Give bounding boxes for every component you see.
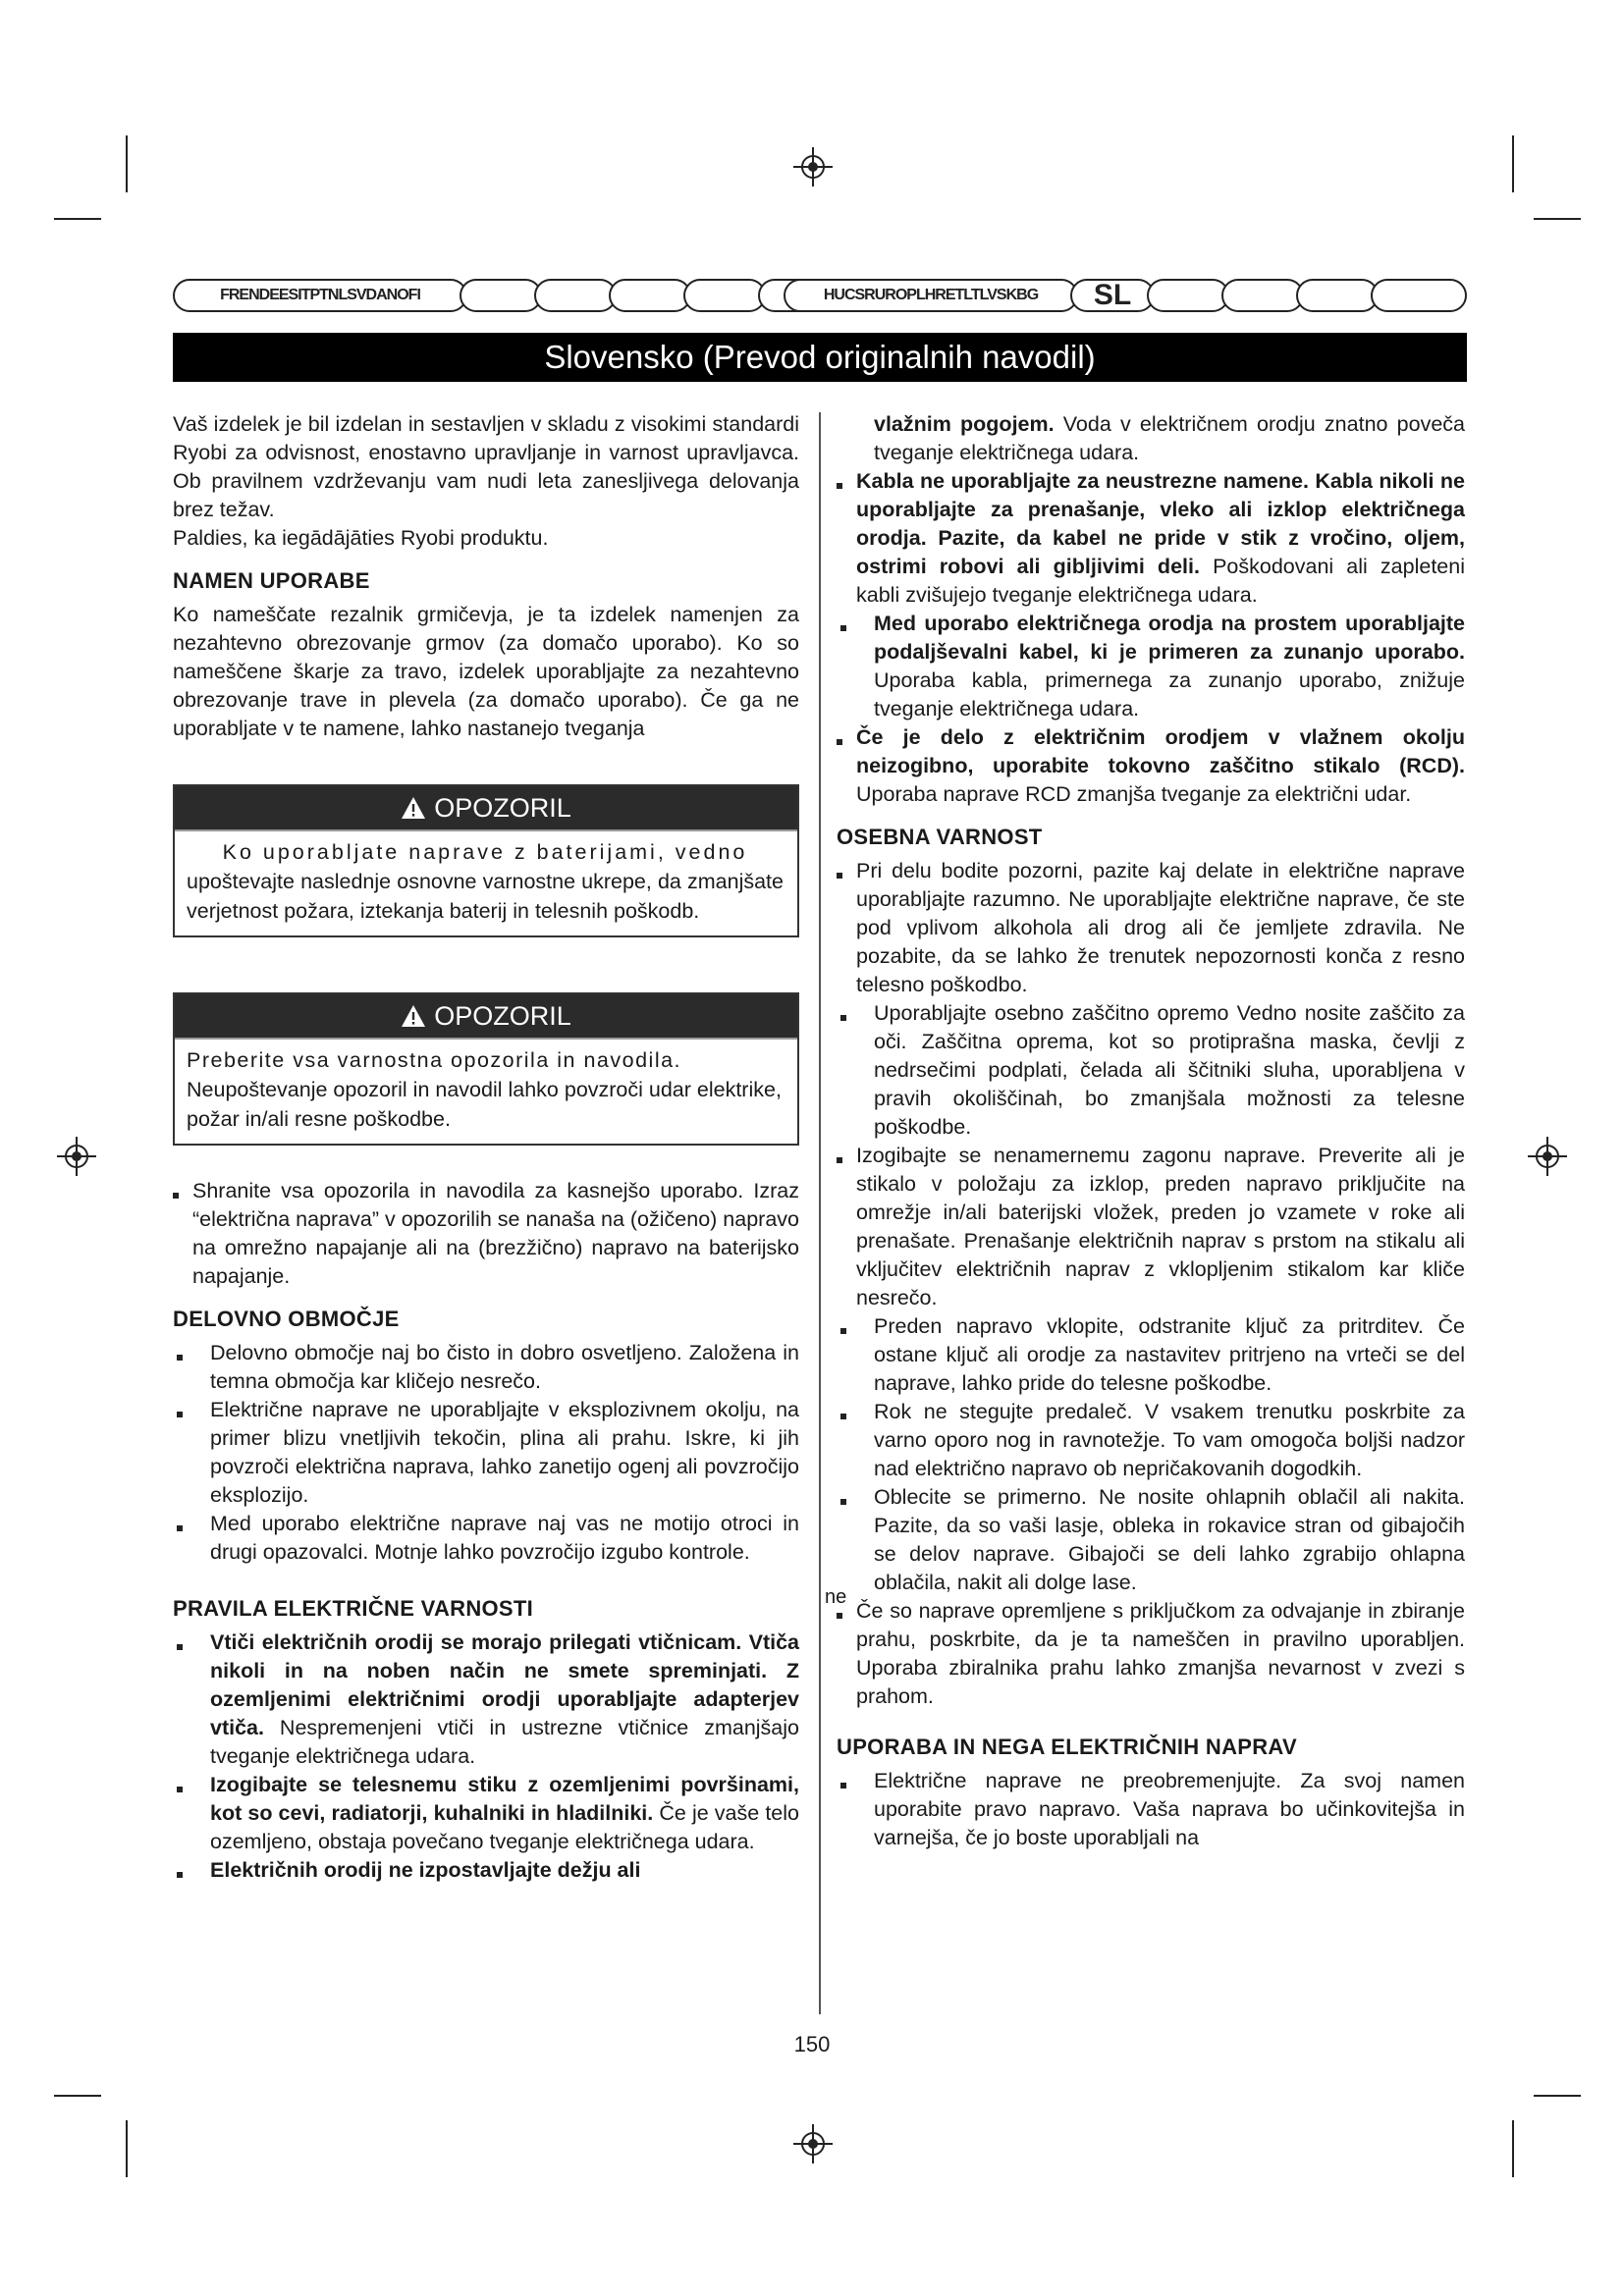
namen-text: Ko nameščate rezalnik grmičevja, je ta izdelek namenjen za nezahtevno obrezovanje grmov (za domačo uporabo). Ko so nameščene škarje za travo, izdelek uporabljajte za nezahtevno obrezovanje trave in plevela (za domačo uporabo). Če ga ne uporabljate v te namene, lahko nastanejo tveganja xyxy=(173,603,799,740)
crop-mark xyxy=(1512,135,1514,192)
warning-body xyxy=(175,1040,797,1144)
list-item-text: Uporaba naprave RCD zmanjša tveganje za električni udar. xyxy=(856,782,1412,806)
crop-mark xyxy=(54,2095,101,2097)
lang-tab[interactable] xyxy=(1221,279,1304,312)
warning-title: OPOZORIL xyxy=(434,1000,571,1031)
list-item-bold: Izogibajte se telesnemu stiku z ozemljenimi površinami, kot so cevi, radiatorji, kuhalniki in hladilniki. xyxy=(210,1773,799,1825)
continued-text xyxy=(837,410,1465,467)
lang-tab[interactable] xyxy=(534,279,617,312)
registration-mark-icon xyxy=(793,2124,833,2163)
lang-tab-group-right[interactable]: HUCSRUROPLHRETLTLVSKBG xyxy=(784,279,1078,312)
continued-rest: Voda v električnem orodju znatno poveča tveganje električnega udara. xyxy=(874,412,1465,464)
continued-bold: vlažnim pogojem. xyxy=(874,412,1055,436)
list-item-bold: Če je delo z električnim orodjem v vlažnem okolju neizogibno, uporabite tokovno zaščitno stikalo (RCD). xyxy=(856,725,1465,777)
margin-fragment: ne xyxy=(825,1586,847,1608)
crop-mark xyxy=(1534,218,1581,220)
lang-tab-active[interactable]: SL xyxy=(1070,279,1155,312)
warning-text: Neupoštevanje opozoril in navodil lahko povzroči udar elektrike, požar in/ali resne poškodbe. xyxy=(187,1078,782,1131)
list-item-bold: Vtiči električnih orodij se morajo prilegati vtičnicam. Vtiča nikoli in na noben način ne smete spreminjati. Z ozemljenimi električnimi orodji uporabljajte adapterjev vtiča. xyxy=(210,1630,799,1739)
left-column xyxy=(173,410,799,1885)
page-title: Slovensko (Prevod originalnih navodil) xyxy=(173,333,1467,382)
crop-mark xyxy=(126,2120,128,2177)
crop-mark xyxy=(1512,2120,1514,2177)
lang-tab[interactable] xyxy=(1147,279,1229,312)
list-item xyxy=(837,723,1465,809)
list-item-bold: Kabla ne uporabljajte za neustrezne namene. Kabla nikoli ne uporabljajte za prenašanje, vleko ali izklop električnega orodja. Pazite, da kabel ne pride v stik z vročino, oljem, ostrimi robovi ali gibljivimi deli. xyxy=(856,469,1465,578)
list-item xyxy=(837,610,1465,723)
lang-tab[interactable] xyxy=(683,279,766,312)
list-item xyxy=(173,1771,799,1856)
page-number: 150 xyxy=(793,2032,831,2056)
registration-mark-icon xyxy=(793,147,833,187)
list-item: Med uporabo električne naprave naj vas ne motijo otroci in drugi opazovalci. Motnje lahko povzročijo izgubo kontrole. xyxy=(173,1510,799,1567)
warning-triangle-icon xyxy=(401,1004,426,1028)
lang-tab[interactable] xyxy=(609,279,691,312)
list-item-text: Če je vaše telo ozemljeno, obstaja povečano tveganje električnega udara. xyxy=(210,1801,799,1853)
warning-body xyxy=(175,831,797,935)
crop-mark xyxy=(1534,2095,1581,2097)
right-column xyxy=(825,410,1465,1852)
list-item: Pri delu bodite pozorni, pazite kaj delate in električne naprave uporabljajte razumno. Ne uporabljajte električne naprave, če ste pod vplivom alkohola ali drog ali če jemljete zdravila. Ne pozabite, da se lahko že trenutek nepozornosti konča z resno telesno poškodbo. xyxy=(837,857,1465,999)
list-item: Električne naprave ne preobremenjujte. Za svoj namen uporabite pravo napravo. Vaša naprava bo učinkovitejša in varnejša, če jo boste uporabljali na xyxy=(837,1767,1465,1852)
list-item: Električne naprave ne uporabljajte v eksplozivnem okolju, na primer blizu vnetljivih tekočin, plina ali prahu. Iskre, ki jih povzroči električna naprava, lahko zanetijo ogenj ali povzročijo eksplozijo. xyxy=(173,1396,799,1510)
warning-text: Ko uporabljate naprave z baterijami, vedno xyxy=(222,840,748,864)
lang-tab-group-left[interactable]: FRENDEESITPTNLSVDANOFI xyxy=(173,279,467,312)
list-item-text: Uporaba kabla, primernega za zunanjo uporabo, znižuje tveganje električnega udara. xyxy=(874,668,1465,721)
warning-header xyxy=(175,994,797,1040)
list-item xyxy=(173,1629,799,1771)
heading-uporaba-nega: UPORABA IN NEGA ELEKTRIČNIH NAPRAV xyxy=(837,1735,1297,1759)
list-item: Preden napravo vklopite, odstranite ključ za pritrditev. Če ostane ključ ali orodje za nastavitev pritrjeno na vrteči se del naprave, lahko pride do telesne poškodbe. xyxy=(837,1312,1465,1398)
lang-tab[interactable] xyxy=(1371,279,1467,312)
list-item-text: Nespremenjeni vtiči in ustrezne vtičnice zmanjšajo tveganje električnega udara. xyxy=(210,1716,799,1768)
intro-text-2: Paldies, ka iegādājāties Ryobi produktu. xyxy=(173,526,549,550)
warning-triangle-icon xyxy=(401,796,426,820)
crop-mark xyxy=(126,135,128,192)
list-item: Rok ne stegujte predaleč. V vsakem trenutku poskrbite za varno oporo nog in ravnotežje. To vam omogoča boljši nadzor nad električno napravo ob nepričakovanih dogodkih. xyxy=(837,1398,1465,1483)
lang-tab[interactable] xyxy=(1296,279,1379,312)
registration-mark-icon xyxy=(1528,1137,1567,1176)
list-item: Delovno območje naj bo čisto in dobro osvetljeno. Založena in temna območja kar kličejo nesrečo. xyxy=(173,1339,799,1396)
intro-text: Vaš izdelek je bil izdelan in sestavljen v skladu z visokimi standardi Ryobi za odvisnost, enostavno upravljanje in varnost upravljavca. Ob pravilnem vzdrževanju vam nudi leta zanesljivega delovanja brez težav. xyxy=(173,412,799,521)
warning-header xyxy=(175,786,797,831)
list-item: Izogibajte se nenamernemu zagonu naprave. Preverite ali je stikalo v položaju za izklop, preden napravo priključite na omrežje in/ali baterijski vložek, preden jo vzamete v roke ali prenašate. Prenašanje električnih naprav s prstom na stikalu ali vključitev električnih naprav z vklopljenim stikalom kar kliče nesrečo. xyxy=(837,1142,1465,1312)
language-tabs xyxy=(173,279,1467,316)
list-item xyxy=(825,1586,1465,1711)
list-item-text: Če so naprave opremljene s priključkom za odvajanje in zbiranje prahu, poskrbite, da je ta nameščen in pravilno uporabljen. Uporaba zbiralnika prahu lahko zmanjša nevarnost v zvezi s prahom. xyxy=(856,1599,1465,1708)
warning-box xyxy=(173,992,799,1146)
heading-pravila: PRAVILA ELEKTRIČNE VARNOSTI xyxy=(173,1596,534,1621)
heading-delovno-obmocje: DELOVNO OBMOČJE xyxy=(173,1307,400,1331)
warning-text: upoštevajte naslednje osnovne varnostne ukrepe, da zmanjšate verjetnost požara, iztekanja baterij in telesnih poškodb. xyxy=(187,870,784,923)
list-item-text: Poškodovani ali zapleteni kabli zvišujejo tveganje električnega udara. xyxy=(856,555,1465,607)
heading-osebna-varnost: OSEBNA VARNOST xyxy=(837,825,1043,849)
list-item: Uporabljajte osebno zaščitno opremo Vedno nosite zaščito za oči. Zaščitna oprema, kot so protiprašna maska, čevlji z nedrsečimi podplati, čelada ali ščitniki sluha, uporabljena v pravih okoliščinah, bo zmanjšala možnosti za telesne poškodbe. xyxy=(837,999,1465,1142)
lang-tab[interactable] xyxy=(460,279,542,312)
list-item-bold: Med uporabo električnega orodja na prostem uporabljajte podaljševalni kabel, ki je primeren za zunanjo uporabo. xyxy=(874,612,1465,664)
heading-namen-uporabe: NAMEN UPORABE xyxy=(173,568,370,593)
list-item xyxy=(837,467,1465,610)
warning-title: OPOZORIL xyxy=(434,792,571,823)
warning-text: Preberite vsa varnostna opozorila in navodila. xyxy=(187,1048,682,1072)
list-item-bold: Električnih orodij ne izpostavljajte dežju ali xyxy=(210,1858,641,1882)
list-item xyxy=(173,1856,799,1885)
list-item: Shranite vsa opozorila in navodila za kasnejšo uporabo. Izraz “električna naprava” v opozorilih se nanaša na (ožičeno) napravo na omrežno napajanje ali na (brezžično) napravo na baterijsko napajanje. xyxy=(173,1177,799,1291)
warning-box xyxy=(173,784,799,937)
column-divider xyxy=(819,412,821,2014)
crop-mark xyxy=(54,218,101,220)
registration-mark-icon xyxy=(57,1137,96,1176)
list-item: Oblecite se primerno. Ne nosite ohlapnih oblačil ali nakita. Pazite, da so vaši lasje, obleka in rokavice stran od gibajočih se delov naprave. Gibajoči se deli lahko zgrabijo ohlapna oblačila, nakit ali dolge lase. xyxy=(837,1483,1465,1597)
